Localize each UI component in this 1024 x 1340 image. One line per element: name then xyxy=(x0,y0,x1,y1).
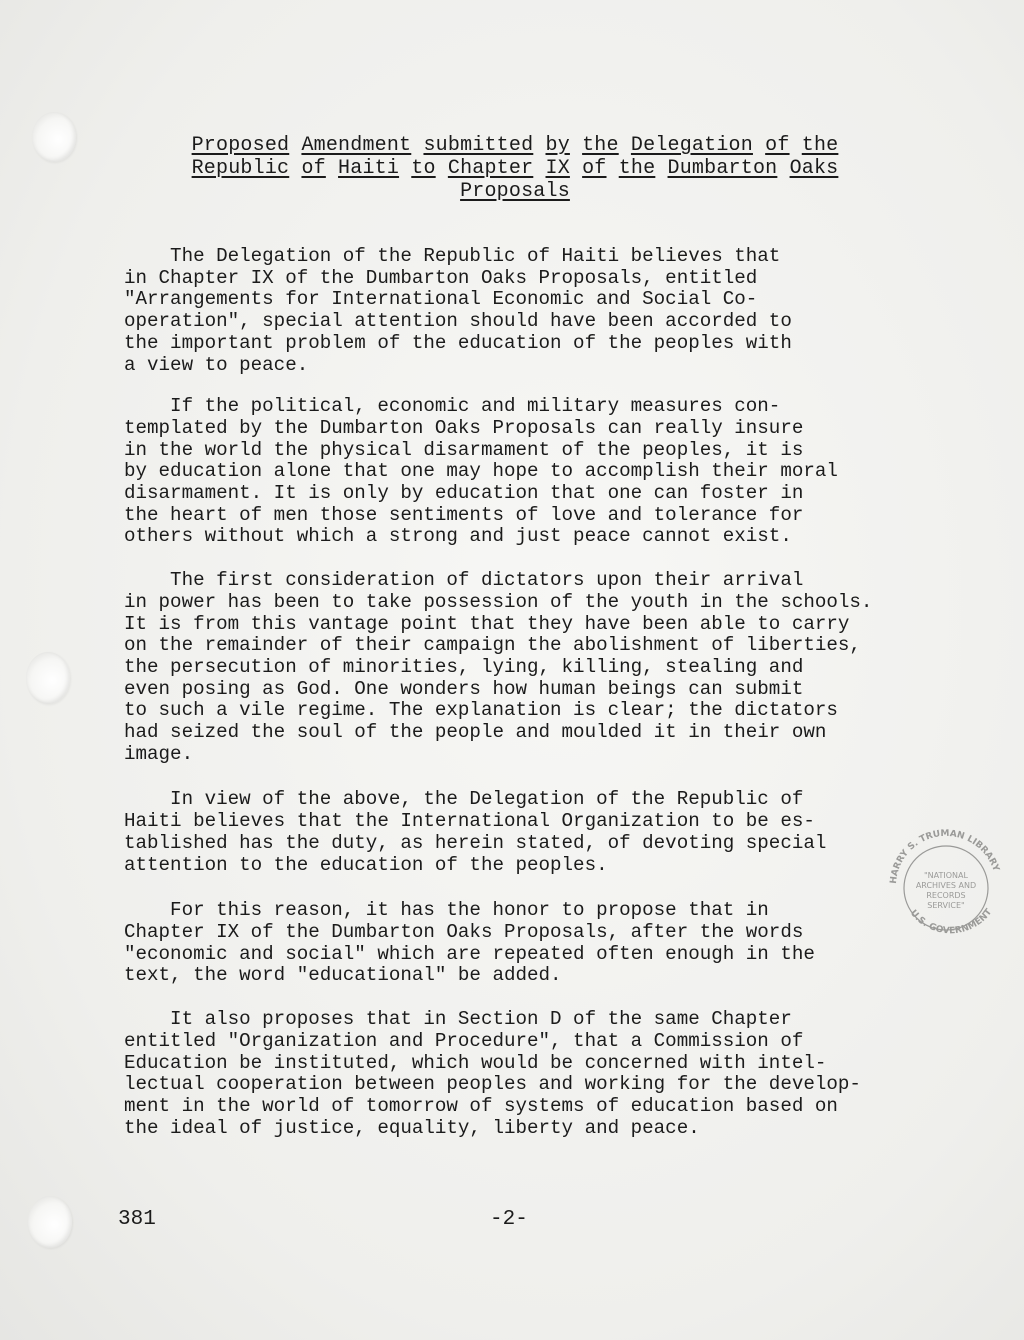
paragraph-line: a view to peace. xyxy=(124,353,309,376)
stamp-line-4: SERVICE" xyxy=(927,901,965,910)
paragraph-line: disarmament. It is only by education that one can foster in xyxy=(124,482,804,505)
paragraph-line: In view of the above, the Delegation of the Republic of xyxy=(124,788,804,811)
stamp-top-text: HARRY S. TRUMAN LIBRARY xyxy=(888,828,1001,885)
title-word: to xyxy=(411,157,436,180)
stamp-line-2: ARCHIVES AND xyxy=(915,881,977,890)
paragraph-line: It is from this vantage point that they have been able to carry xyxy=(124,612,850,635)
title-word: IX xyxy=(545,157,570,180)
title-word: of xyxy=(301,157,326,180)
paragraph-line: in power has been to take possession of the youth in the schools. xyxy=(124,590,873,613)
paragraph-line: The first consideration of dictators upon their arrival xyxy=(124,569,804,592)
title-line xyxy=(150,180,880,203)
title-word: Dumbarton xyxy=(667,157,778,180)
stamp-line-3: RECORDS xyxy=(926,891,966,900)
paragraph-line: The Delegation of the Republic of Haiti believes that xyxy=(124,245,781,267)
title-word: submitted xyxy=(423,134,534,157)
title-word: Amendment xyxy=(301,134,412,157)
title-word: Haiti xyxy=(338,157,400,180)
paragraph-line: Chapter IX of the Dumbarton Oaks Proposals, after the words xyxy=(124,920,804,943)
archive-stamp xyxy=(884,826,1004,938)
paragraph xyxy=(124,789,964,876)
title-word: Proposals xyxy=(460,180,570,203)
stamp-bottom-text: U.S. GOVERNMENT xyxy=(907,907,995,937)
paragraph-line: had seized the soul of the people and moulded it in their own xyxy=(124,721,827,744)
paragraph-line: text, the word "educational" be added. xyxy=(124,964,562,987)
stamp-line-1: "NATIONAL xyxy=(924,871,968,880)
title-word: Proposed xyxy=(191,134,290,157)
paragraph-line: the heart of men those sentiments of love and tolerance for xyxy=(124,503,804,526)
paragraph-line: the ideal of justice, equality, liberty and peace. xyxy=(124,1116,700,1139)
paragraph-line: It also proposes that in Section D of the same Chapter xyxy=(124,1008,792,1031)
paragraph-line: templated by the Dumbarton Oaks Proposals can really insure xyxy=(124,416,804,439)
paragraph-line: operation", special attention should have been accorded to xyxy=(124,310,792,333)
paragraph-line: others without which a strong and just peace cannot exist. xyxy=(124,525,792,548)
document-title xyxy=(150,134,880,203)
paragraph xyxy=(124,1009,964,1139)
document-number: 381 xyxy=(118,1208,156,1231)
paragraph-line: image. xyxy=(124,742,194,765)
paragraph xyxy=(124,396,964,548)
page-number: -2- xyxy=(490,1208,528,1231)
paragraph-line: "economic and social" which are repeated often enough in the xyxy=(124,942,815,965)
title-word: the xyxy=(618,157,656,180)
title-line xyxy=(150,134,880,157)
title-word: Republic xyxy=(191,157,290,180)
title-word: Chapter xyxy=(447,157,534,180)
paragraph xyxy=(124,900,964,987)
title-line xyxy=(150,157,880,180)
title-word: of xyxy=(765,134,790,157)
paragraph-line: For this reason, it has the honor to propose that in xyxy=(124,899,769,922)
paragraph-line: in the world the physical disarmament of the peoples, it is xyxy=(124,438,804,461)
paragraph-line: ment in the world of tomorrow of systems of education based on xyxy=(124,1094,838,1117)
paragraph-line: entitled "Organization and Procedure", that a Commission of xyxy=(124,1029,804,1052)
paragraph-line: lectual cooperation between peoples and working for the develop- xyxy=(124,1073,861,1096)
paragraph-line: to such a vile regime. The explanation is clear; the dictators xyxy=(124,699,838,722)
paragraph-line: in Chapter IX of the Dumbarton Oaks Proposals, entitled xyxy=(124,266,758,289)
title-word: Oaks xyxy=(789,157,839,180)
title-word: by xyxy=(545,134,570,157)
paragraph-line: on the remainder of their campaign the abolishment of liberties, xyxy=(124,634,861,657)
title-word: the xyxy=(582,134,619,157)
paragraph-line: "Arrangements for International Economic and Social Co- xyxy=(124,288,758,311)
title-word: the xyxy=(801,134,839,157)
paragraph-line: Haiti believes that the International Organization to be es- xyxy=(124,810,815,833)
paragraph-line: Education be instituted, which would be concerned with intel- xyxy=(124,1051,827,1074)
title-word: Delegation xyxy=(630,134,753,157)
paragraph xyxy=(124,570,964,765)
paragraph-line: tablished has the duty, as herein stated, of devoting special xyxy=(124,831,827,854)
paragraph-line: If the political, economic and military measures con- xyxy=(124,395,781,418)
paragraph xyxy=(124,246,964,376)
title-word: of xyxy=(582,157,607,180)
paragraph-line: even posing as God. One wonders how human beings can submit xyxy=(124,677,804,700)
paragraph-line: the important problem of the education of the peoples with xyxy=(124,331,792,354)
punch-hole-bottom xyxy=(28,1196,72,1248)
paragraph-line: the persecution of minorities, lying, killing, stealing and xyxy=(124,655,804,678)
paragraph-line: by education alone that one may hope to accomplish their moral xyxy=(124,460,838,483)
paragraph-line: attention to the education of the peoples. xyxy=(124,853,608,876)
document-body xyxy=(124,246,964,1161)
punch-hole-middle xyxy=(26,652,70,704)
punch-hole-top xyxy=(32,112,76,162)
